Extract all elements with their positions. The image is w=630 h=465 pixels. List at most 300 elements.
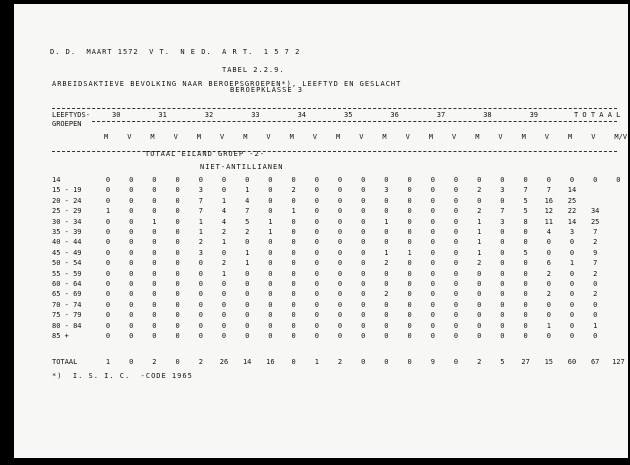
cell-value: 0 [198,311,203,320]
cell-value: 0 [245,269,250,278]
cell-value: 0 [523,228,528,236]
cell-value: 0 [430,311,435,320]
cell-value: 0 [361,358,366,366]
cell-value: 67 [590,358,600,366]
cell-value: 0 [268,300,273,309]
cell-value: 0 [593,176,598,184]
corner-label-2: GROEPEN [52,120,82,128]
cell-value: 0 [314,186,319,195]
cell-value: 0 [477,196,482,205]
sub-header: V [405,133,410,141]
cell-value: 0 [500,321,505,330]
cell-value: 5 [500,358,505,366]
sub-header: V [220,133,225,141]
cell-value: 0 [593,311,598,320]
section-label-total: TOTAAL EILAND GROEP -2- [145,150,265,158]
cell-value: 0 [569,269,575,278]
cell-value: 0 [129,259,134,268]
cell-value: 1 [198,217,203,226]
sub-header: M [382,133,387,141]
cell-value: 2 [384,259,389,268]
cell-value: 0 [245,300,250,309]
cell-value: 0 [291,311,296,320]
sub-header: M [568,133,573,141]
cell-value: 2 [477,358,482,366]
cell-value: 0 [477,321,482,330]
cell-value: 3 [198,248,203,257]
cell-value: 0 [198,176,203,184]
header-divider [92,121,617,122]
cell-value: 0 [361,228,366,236]
cell-value: 0 [129,176,134,184]
cell-value: 0 [291,269,296,278]
cell-value: 0 [245,238,250,247]
cell-value: 1 [245,186,250,195]
cell-value: 0 [129,290,134,299]
group-header: 35 [344,111,353,119]
cell-value: 0 [175,217,180,226]
cell-value: 1 [268,217,273,226]
cell-value: 0 [546,176,551,184]
cell-value: 0 [105,300,111,309]
cell-value: 0 [152,311,157,320]
cell-value: 0 [105,280,111,288]
cell-value: 27 [521,358,530,366]
cell-value: 0 [337,290,343,299]
sub-header: M [150,133,155,141]
cell-value: 2 [477,259,482,268]
cell-value: 0 [430,228,435,236]
cell-value: 1 [221,269,227,278]
cell-value: 0 [453,207,459,216]
sub-header: V [498,133,503,141]
cell-value: 0 [453,280,459,288]
cell-value: 1 [198,228,203,236]
cell-value: 0 [175,269,180,278]
table-subtitle: BEROEPKLASSE 3 [230,86,304,94]
cell-value: 0 [291,280,296,288]
cell-value: 0 [361,259,366,268]
cell-value: 0 [361,280,366,288]
cell-value: 0 [198,321,203,330]
cell-value: 0 [453,321,459,330]
cell-value: 0 [477,300,482,309]
cell-value: 0 [268,332,273,340]
age-group-label: 55 - 59 [52,269,82,278]
cell-value: 5 [523,248,528,257]
cell-value: 0 [221,332,227,340]
cell-value: 0 [314,196,319,205]
cell-value: 0 [453,259,459,268]
cell-value: 0 [175,311,180,320]
cell-value: 0 [314,207,319,216]
cell-value: 0 [546,280,551,288]
cell-value: 0 [129,311,134,320]
cell-value: 7 [523,186,528,195]
cell-value: 1 [477,248,482,257]
cell-value: 0 [152,269,157,278]
cell-value: 0 [453,176,459,184]
cell-value: 0 [546,300,551,309]
cell-value: 0 [152,259,157,268]
age-group-label: 45 - 49 [52,248,82,257]
cell-value: 0 [384,238,389,247]
cell-value: 7 [245,207,250,216]
cell-value: 2 [198,358,203,366]
cell-value: 0 [291,196,296,205]
cell-value: 2 [221,228,227,236]
cell-value: 0 [105,238,111,247]
cell-value: 0 [569,290,575,299]
cell-value: 4 [245,196,250,205]
cell-value: 2 [477,207,482,216]
cell-value: 0 [407,321,412,330]
cell-value: 0 [361,332,366,340]
cell-value: 0 [407,290,412,299]
sub-header: V [452,133,457,141]
cell-value: 0 [175,176,180,184]
cell-value: 0 [361,311,366,320]
cell-value: 0 [129,186,134,195]
cell-value: 0 [430,176,435,184]
cell-value: 7 [500,207,505,216]
cell-value: 2 [152,358,157,366]
sub-header: M [336,133,341,141]
cell-value: 0 [129,269,134,278]
cell-value: 0 [500,238,505,247]
cell-value: 4 [221,207,227,216]
cell-value: 0 [291,259,296,268]
cell-value: 0 [569,300,575,309]
cell-value: 0 [384,207,389,216]
cell-value: 2 [245,228,250,236]
cell-value: 0 [430,238,435,247]
cell-value: 5 [245,217,250,226]
cell-value: 0 [384,358,389,366]
cell-value: 0 [407,300,412,309]
cell-value: 0 [407,332,412,340]
cell-value: 14 [567,186,577,195]
cell-value: 0 [384,321,389,330]
cell-value: 0 [175,207,180,216]
cell-value: 7 [593,259,598,268]
cell-value: 0 [593,280,598,288]
cell-value: 0 [314,217,319,226]
cell-value: 0 [523,280,528,288]
cell-value: 0 [129,217,134,226]
cell-value: 0 [430,269,435,278]
sub-header: V [127,133,132,141]
cell-value: 0 [569,248,575,257]
age-group-label: 15 - 19 [52,186,82,195]
cell-value: 0 [314,248,319,257]
cell-value: 0 [546,332,551,340]
cell-value: 0 [500,228,505,236]
cell-value: 0 [384,269,389,278]
table-number: TABEL 2.2.9. [222,66,285,74]
cell-value: 0 [384,280,389,288]
cell-value: 0 [407,358,412,366]
cell-value: 0 [175,358,180,366]
cell-value: 0 [291,238,296,247]
group-header: 30 [112,111,121,119]
cell-value: 0 [337,311,343,320]
cell-value: 0 [361,207,366,216]
sub-header: V [359,133,364,141]
cell-value: 0 [569,311,575,320]
cell-value: 0 [129,321,134,330]
cell-value: 2 [593,290,598,299]
cell-value: 16 [266,358,275,366]
cell-value: 0 [361,186,366,195]
cell-value: 1 [105,207,111,216]
cell-value: 2 [477,186,482,195]
cell-value: 0 [268,321,273,330]
cell-value: 0 [453,228,459,236]
cell-value: 3 [500,186,505,195]
cell-value: 0 [105,228,111,236]
cell-value: 0 [221,176,227,184]
age-group-label: 25 - 29 [52,207,82,216]
cell-value: 1 [221,196,227,205]
cell-value: 0 [337,332,343,340]
cell-value: 0 [361,290,366,299]
age-group-label: TOTAAL [52,358,78,366]
cell-value: 0 [268,248,273,257]
cell-value: 2 [337,358,343,366]
group-header: 39 [529,111,539,119]
age-group-label: 20 - 24 [52,196,82,205]
cell-value: 0 [105,217,111,226]
cell-value: 0 [337,259,343,268]
cell-value: 0 [152,196,157,205]
cell-value: 1 [407,248,412,257]
group-header: 38 [483,111,492,119]
cell-value: 0 [105,259,111,268]
cell-value: 0 [129,280,134,288]
cell-value: 1 [477,217,482,226]
sub-header: M [289,133,294,141]
cell-value: 0 [175,280,180,288]
cell-value: 0 [221,280,227,288]
cell-value: 0 [500,176,505,184]
cell-value: 0 [453,248,459,257]
group-header: 36 [390,111,399,119]
cell-value: 0 [337,269,343,278]
cell-value: 0 [407,176,412,184]
cell-value: 11 [544,217,554,226]
cell-value: 0 [407,311,412,320]
age-group-label: 60 - 64 [52,280,82,288]
cell-value: 0 [105,290,111,299]
cell-value: 0 [407,280,412,288]
cell-value: 0 [129,358,134,366]
cell-value: 0 [407,238,412,247]
sub-header: M [521,133,526,141]
cell-value: 0 [175,248,180,257]
cell-value: 0 [453,290,459,299]
cell-value: 0 [268,290,273,299]
cell-value: 0 [430,290,435,299]
age-group-label: 70 - 74 [52,300,82,309]
cell-value: 0 [221,186,227,195]
cell-value: 0 [245,332,250,340]
cell-value: 0 [477,269,482,278]
cell-value: 0 [361,248,366,257]
cell-value: 0 [384,311,389,320]
sub-header: M/V [614,133,628,141]
cell-value: 0 [407,269,412,278]
cell-value: 0 [500,248,505,257]
cell-value: 25 [567,196,577,205]
cell-value: 0 [337,228,343,236]
cell-value: 0 [593,332,598,340]
sub-header: M [428,133,434,141]
cell-value: 0 [477,290,482,299]
cell-value: 0 [245,321,250,330]
cell-value: 1 [268,228,273,236]
cell-value: 1 [384,217,389,226]
cell-value: 0 [523,300,528,309]
cell-value: 0 [500,196,505,205]
cell-value: 14 [567,217,577,226]
sub-header: M [475,133,480,141]
table-title: ARBEIDSAKTIEVE BEVOLKING NAAR BEROEPSGROEPEN*), LEEFTYD EN GESLACHT [52,80,402,88]
sub-header: V [266,133,271,141]
cell-value: 0 [523,238,528,247]
cell-value: 4 [221,217,227,226]
cell-value: 0 [129,196,134,205]
cell-value: 0 [291,290,296,299]
cell-value: 0 [361,196,366,205]
cell-value: 0 [152,300,157,309]
cell-value: 0 [268,238,273,247]
cell-value: 0 [152,280,157,288]
cell-value: 0 [453,269,459,278]
scan-left-border [0,0,14,465]
cell-value: 2 [198,238,203,247]
cell-value: 16 [544,196,554,205]
cell-value: 0 [407,259,412,268]
cell-value: 0 [569,332,575,340]
cell-value: 0 [430,300,435,309]
cell-value: 0 [430,332,435,340]
cell-value: 0 [198,259,203,268]
cell-value: 0 [569,176,575,184]
cell-value: 2 [291,186,296,195]
cell-value: 0 [268,186,273,195]
group-header: 31 [158,111,167,119]
cell-value: 8 [523,217,528,226]
cell-value: 0 [129,207,134,216]
cell-value: 0 [616,176,621,184]
cell-value: 0 [175,332,180,340]
cell-value: 0 [407,186,412,195]
group-header: T O T A A L [574,111,621,119]
cell-value: 0 [152,207,157,216]
age-group-label: 65 - 69 [52,290,82,299]
sub-header: V [591,133,596,141]
cell-value: 14 [242,358,252,366]
cell-value: 1 [593,321,598,330]
cell-value: 0 [569,321,575,330]
age-group-label: 35 - 39 [52,228,82,236]
cell-value: 1 [152,217,157,226]
cell-value: 0 [314,238,319,247]
cell-value: 0 [384,332,389,340]
cell-value: 0 [430,186,435,195]
cell-value: 0 [523,290,528,299]
cell-value: 0 [291,300,296,309]
group-header: 34 [297,111,307,119]
cell-value: 0 [500,300,505,309]
cell-value: 0 [500,290,505,299]
cell-value: 0 [152,290,157,299]
cell-value: 1 [477,228,482,236]
section-label-non-antillean: NIET-ANTILLIANEN [200,163,284,171]
cell-value: 0 [314,311,319,320]
age-group-label: 30 - 34 [52,217,82,226]
cell-value: 0 [314,321,319,330]
cell-value: 7 [593,228,598,236]
cell-value: 22 [567,207,577,216]
cell-value: 0 [407,207,412,216]
group-header: 33 [251,111,260,119]
age-group-label: 40 - 44 [52,238,82,247]
cell-value: 0 [500,269,505,278]
cell-value: 0 [152,248,157,257]
cell-value: 0 [337,217,343,226]
cell-value: 0 [129,332,134,340]
cell-value: 0 [361,176,366,184]
cell-value: 0 [337,238,343,247]
cell-value: 7 [198,207,203,216]
cell-value: 0 [453,332,459,340]
cell-value: 34 [590,207,600,216]
cell-value: 0 [129,248,134,257]
cell-value: 1 [291,207,296,216]
cell-value: 2 [221,259,227,268]
cell-value: 0 [221,311,227,320]
age-group-label: 75 - 79 [52,311,82,320]
cell-value: 0 [361,300,366,309]
cell-value: 0 [314,280,319,288]
age-group-label: 50 - 54 [52,259,82,268]
cell-value: 0 [453,238,459,247]
cell-value: 0 [500,311,505,320]
cell-value: 0 [245,280,250,288]
cell-value: 0 [430,321,435,330]
cell-value: 0 [523,176,528,184]
cell-value: 0 [384,196,389,205]
cell-value: 0 [314,259,319,268]
cell-value: 0 [105,332,111,340]
sub-header: V [544,133,550,141]
cell-value: 0 [268,259,273,268]
cell-value: 0 [477,176,482,184]
cell-value: 0 [175,259,180,268]
cell-value: 0 [291,228,296,236]
cell-value: 0 [337,321,343,330]
cell-value: 0 [152,228,157,236]
cell-value: 0 [314,228,319,236]
cell-value: 0 [198,280,203,288]
cell-value: 0 [314,300,319,309]
cell-value: 0 [221,321,227,330]
cell-value: 2 [593,269,598,278]
cell-value: 0 [175,228,180,236]
cell-value: 0 [198,300,203,309]
